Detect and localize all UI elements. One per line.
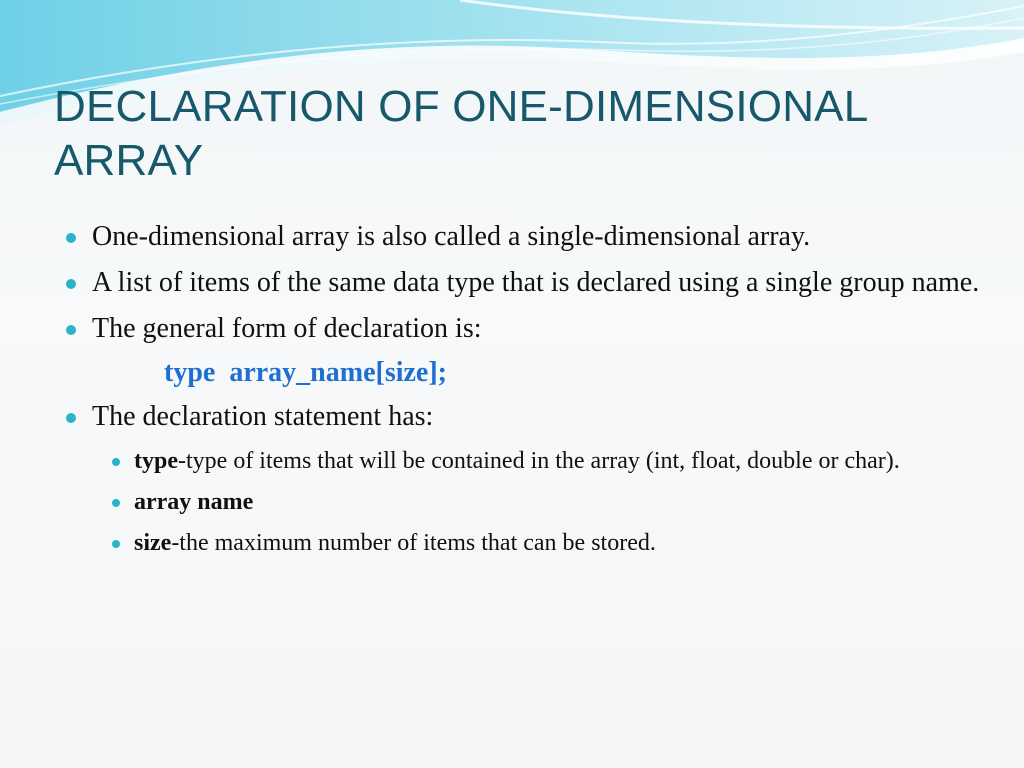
sub-bullet-text: -the maximum number of items that can be stored.	[171, 530, 656, 556]
sub-bullet-dot-icon	[112, 540, 120, 548]
sub-bullet-term: size	[134, 530, 172, 556]
sub-bullet-item	[62, 527, 982, 560]
sub-bullet-dot-icon	[112, 458, 120, 466]
bullet-dot-icon	[66, 233, 76, 243]
sub-bullet-dot-icon	[112, 499, 120, 507]
bullet-text: The declaration statement has:	[92, 401, 434, 432]
sub-bullet-text: -type of items that will be contained in the array (int, float, double or char).	[178, 448, 900, 474]
bullet-item	[62, 399, 982, 435]
bullet-dot-icon	[66, 325, 76, 335]
sub-bullet-item	[62, 486, 982, 519]
bullet-item	[62, 311, 982, 347]
sub-bullet-term: array name	[134, 489, 254, 515]
sub-bullet-list	[62, 445, 982, 560]
bullet-item	[62, 219, 982, 255]
bullet-dot-icon	[66, 279, 76, 289]
bullet-item	[62, 265, 982, 301]
bullet-text: A list of items of the same data type that is declared using a single group name.	[92, 267, 980, 298]
sub-bullet-item	[62, 445, 982, 478]
bullet-text: The general form of declaration is:	[92, 313, 482, 344]
sub-bullet-term: type	[134, 448, 178, 474]
slide-title-line-2: ARRAY	[54, 136, 204, 185]
declaration-syntax: type array_name[size];	[164, 357, 448, 388]
slide-body	[62, 219, 982, 568]
bullet-dot-icon	[66, 413, 76, 423]
slide-title-line-1: DECLARATION OF ONE-DIMENSIONAL	[54, 82, 869, 131]
slide-title	[54, 80, 984, 188]
bullet-text: One-dimensional array is also called a single-dimensional array.	[92, 221, 811, 252]
